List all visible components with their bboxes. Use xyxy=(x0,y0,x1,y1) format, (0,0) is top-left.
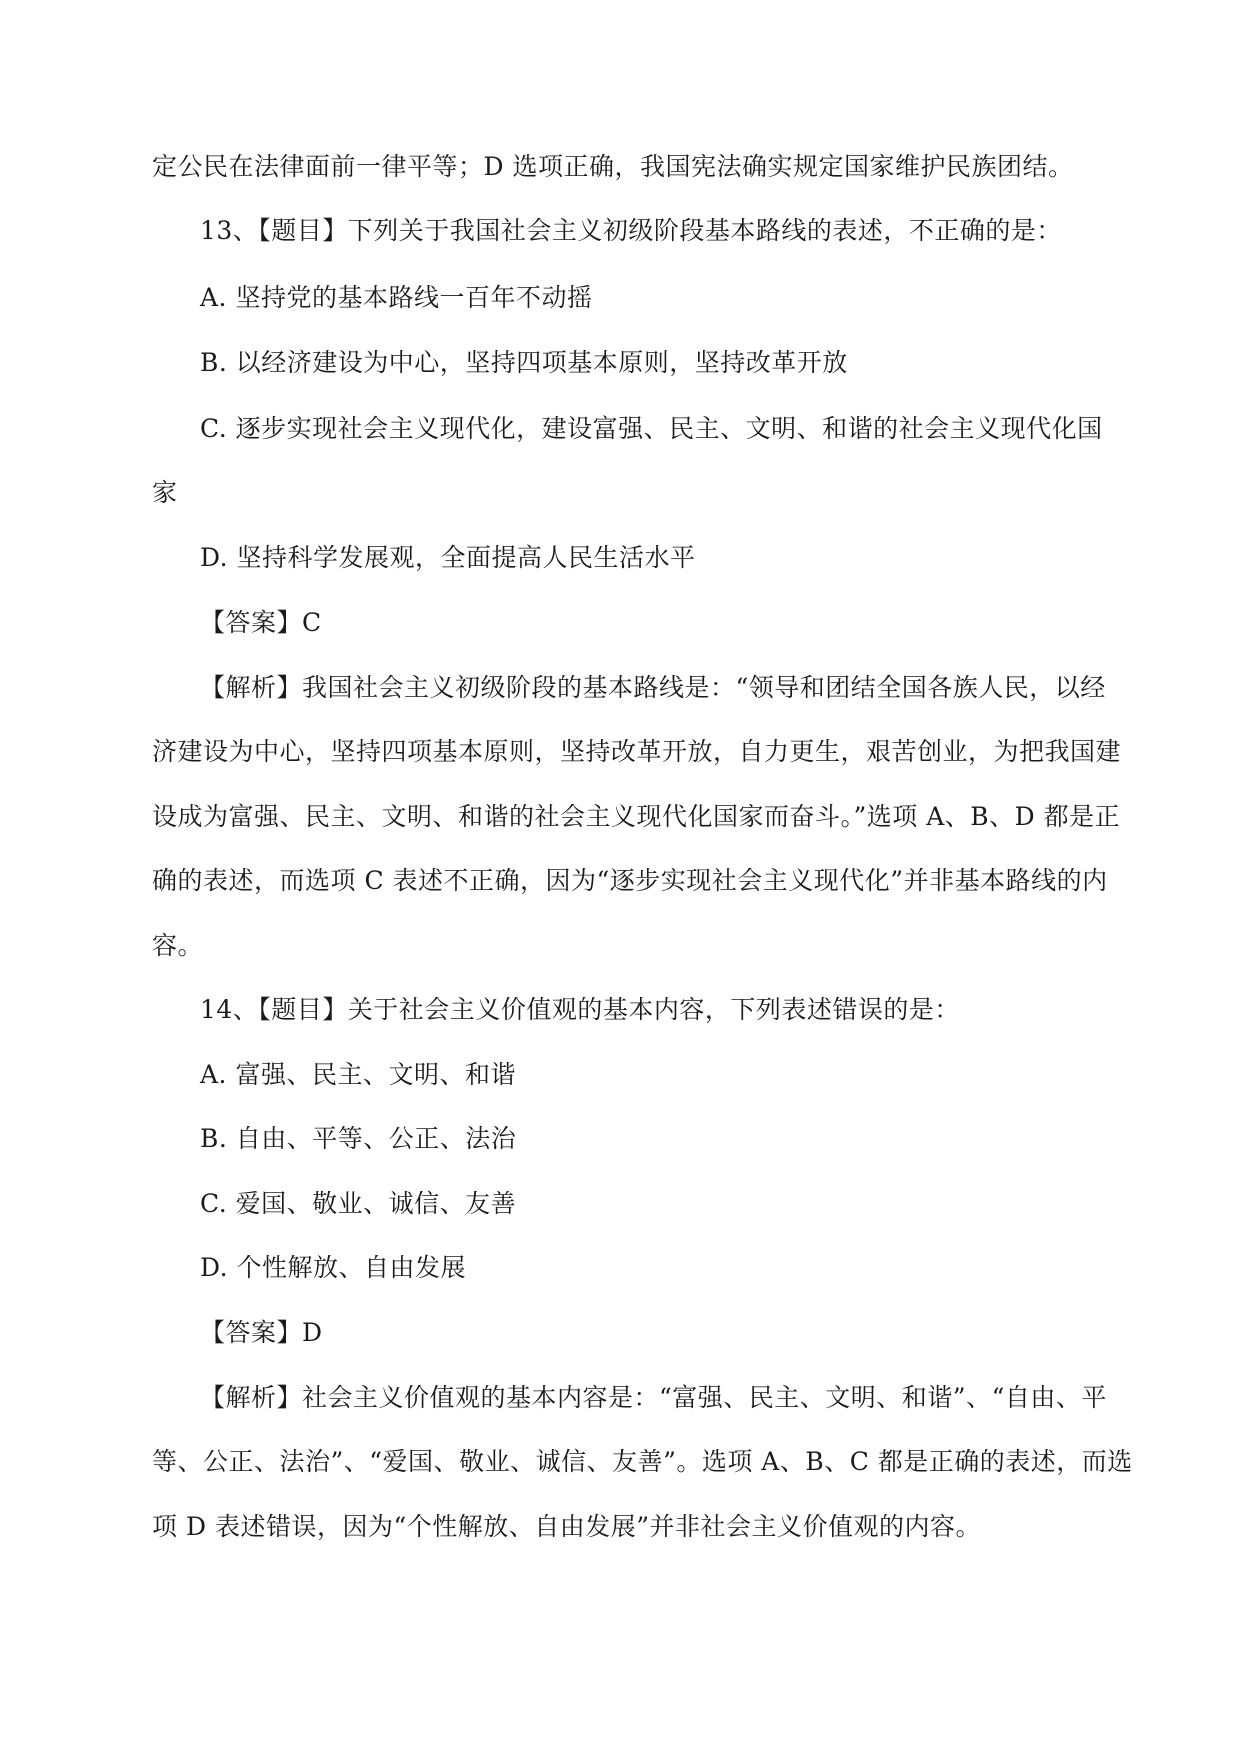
question-13-answer: 【答案】C xyxy=(200,608,322,637)
question-13-option-a: A. 坚持党的基本路线一百年不动摇 xyxy=(200,283,593,312)
question-13-explanation: 济建设为中心，坚持四项基本原则，坚持改革开放，自力更生，艰苦创业，为把我国建 xyxy=(152,737,1122,766)
question-13-explanation: 【解析】我国社会主义初级阶段的基本路线是：“领导和团结全国各族人民，以经 xyxy=(200,673,1106,702)
question-13-option-c-continued: 家 xyxy=(152,478,178,507)
question-14-answer: 【答案】D xyxy=(200,1318,323,1347)
question-13-explanation: 确的表述，而选项 C 表述不正确，因为“逐步实现社会主义现代化”并非基本路线的内 xyxy=(152,866,1108,895)
question-14-explanation: 【解析】社会主义价值观的基本内容是：“富强、民主、文明、和谐”、“自由、平 xyxy=(200,1383,1107,1412)
question-13-option-b: B. 以经济建设为中心，坚持四项基本原则，坚持改革开放 xyxy=(200,348,848,377)
question-14-option-c: C. 爱国、敬业、诚信、友善 xyxy=(200,1189,517,1218)
question-13-explanation: 容。 xyxy=(152,931,204,960)
question-13-option-d: D. 坚持科学发展观，全面提高人民生活水平 xyxy=(200,543,696,572)
question-14-option-a: A. 富强、民主、文明、和谐 xyxy=(200,1060,516,1089)
previous-explanation-end: 定公民在法律面前一律平等；D 选项正确，我国宪法确实规定国家维护民族团结。 xyxy=(152,152,1074,181)
question-13-explanation: 设成为富强、民主、文明、和谐的社会主义现代化国家而奋斗。”选项 A、B、D 都是正 xyxy=(152,802,1121,831)
question-13-option-c: C. 逐步实现社会主义现代化，建设富强、民主、文明、和谐的社会主义现代化国 xyxy=(200,414,1103,443)
question-14-explanation: 等、公正、法治”、“爱国、敬业、诚信、友善”。选项 A、B、C 都是正确的表述，而选 xyxy=(152,1447,1133,1476)
question-14-option-b: B. 自由、平等、公正、法治 xyxy=(200,1124,517,1153)
question-14-explanation: 项 D 表述错误，因为“个性解放、自由发展”并非社会主义价值观的内容。 xyxy=(152,1512,982,1541)
question-14-stem: 14、【题目】关于社会主义价值观的基本内容，下列表述错误的是： xyxy=(200,995,960,1024)
question-14-option-d: D. 个性解放、自由发展 xyxy=(200,1253,467,1282)
question-13-stem: 13、【题目】下列关于我国社会主义初级阶段基本路线的表述，不正确的是： xyxy=(200,216,1062,245)
